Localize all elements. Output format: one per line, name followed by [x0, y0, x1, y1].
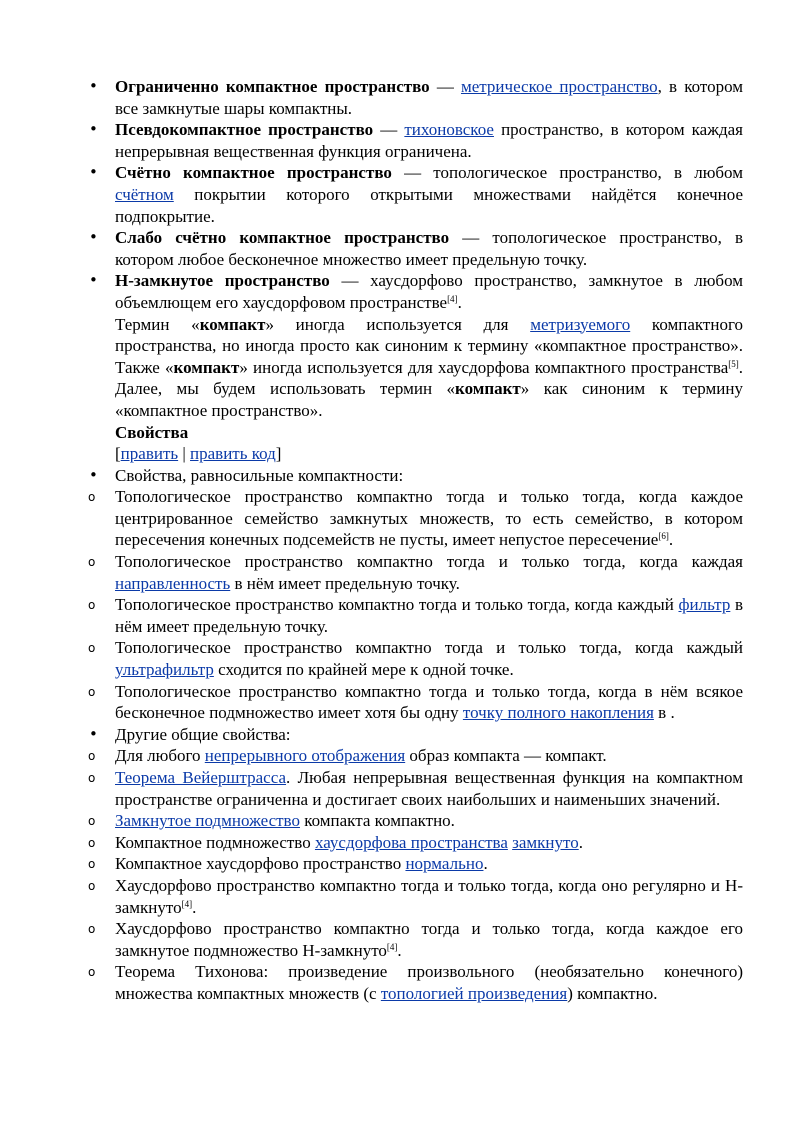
wiki-link[interactable]: нормально — [405, 854, 484, 874]
text-run: сходится по крайней мере к одной точке. — [213, 660, 514, 680]
sub-bullet-item — [115, 637, 743, 680]
sub-bullet-item — [115, 875, 743, 918]
text-run: Компактное хаусдорфово пространство — [115, 854, 406, 874]
sub-bullet-item — [115, 745, 743, 767]
bullet-item — [115, 465, 743, 487]
text-run: Хаусдорфово пространство компактно тогда и только тогда, когда каждое его замкнутое подмножество H-замкнуто — [115, 919, 743, 960]
text-run: — — [373, 120, 405, 140]
section-heading — [115, 422, 743, 444]
text-run: пространство, в котором каждая непрерывная вещественная функция ограничена. — [115, 120, 743, 161]
footnote-ref[interactable]: [4] — [447, 293, 458, 304]
bold-term: компакт — [199, 314, 266, 334]
text-run: Топологическое пространство компактно тогда и только тогда, когда каждое центрированное семейство замкнутых множеств, то есть семейство, в котором пересечения конечных подсемейств не пусты, имеет непустое пересечение — [115, 487, 743, 550]
text-run: в нём имеет предельную точку. — [230, 573, 460, 593]
bold-term: компакт — [455, 379, 521, 399]
text-run: » иногда используется для — [265, 314, 531, 334]
text-run: . — [578, 832, 583, 852]
text-run: — — [429, 77, 461, 96]
text-run: образ компакта — компакт. — [405, 746, 607, 766]
wiki-link[interactable]: Теорема Вейерштрасса — [115, 768, 287, 787]
wiki-link[interactable]: тихоновское — [404, 120, 494, 140]
footnote-ref[interactable]: [4] — [181, 898, 193, 909]
footnote-ref[interactable]: [5] — [728, 358, 739, 369]
text-run: . — [457, 292, 462, 312]
paragraph — [115, 314, 743, 422]
wiki-link[interactable]: править — [120, 444, 179, 464]
text-run: . Далее, мы будем использовать термин « — [115, 357, 743, 399]
bullet-item — [115, 227, 743, 270]
text-run: Для любого — [115, 746, 205, 766]
text-run: Термин « — [115, 314, 200, 334]
text-run: ] — [275, 444, 282, 464]
text-run: | — [178, 444, 191, 464]
text-run: Топологическое пространство компактно тогда и только тогда, когда в нём всякое бесконечное подмножество имеет хотя бы одну — [115, 681, 743, 723]
text-run: в . — [653, 703, 675, 723]
text-run: Свойства, равносильные компактности: — [115, 465, 404, 485]
text-run: покрытии которого открытыми множествами найдётся конечное подпокрытие. — [115, 184, 743, 226]
bullet-item — [115, 119, 743, 162]
wiki-link[interactable]: непрерывного отображения — [204, 746, 406, 766]
sub-bullet-item — [115, 918, 743, 961]
wiki-link[interactable]: направленность — [115, 573, 231, 593]
text-run: Свойства — [115, 422, 189, 442]
bullet-item — [115, 76, 743, 119]
text-run: » иногда используется для хаусдорфова компактного пространства — [239, 357, 729, 377]
wiki-link[interactable]: ультрафильтр — [115, 660, 214, 680]
sub-bullet-item — [115, 681, 743, 724]
text-run: в нём имеет предельную точку. — [115, 595, 743, 636]
sub-bullet-item — [115, 832, 743, 854]
wiki-link[interactable]: точку полного накопления — [462, 703, 654, 723]
text-run: , в котором все замкнутые шары компактны. — [115, 77, 744, 118]
wiki-link[interactable]: счётном — [115, 184, 174, 204]
bullet-item — [115, 724, 743, 746]
wiki-link[interactable]: топологией произведения — [380, 983, 568, 1003]
sub-bullet-item — [115, 853, 743, 875]
bold-term: компакт — [173, 357, 240, 377]
paragraph — [115, 443, 743, 465]
bold-term: Ограниченно компактное пространство — [115, 77, 430, 96]
text-run: Топологическое пространство компактно тогда и только тогда, когда каждая — [115, 552, 743, 572]
text-run: Топологическое пространство компактно тогда и только тогда, когда каждый — [115, 638, 743, 658]
wiki-link[interactable]: править код — [190, 444, 276, 464]
bold-term: Псевдокомпактное пространство — [115, 120, 374, 140]
text-run: . — [668, 530, 674, 550]
text-run: компакта компактно. — [299, 811, 455, 831]
wiki-link[interactable]: метризуемого — [530, 314, 631, 334]
bullet-item — [115, 270, 743, 313]
text-run: Хаусдорфово пространство компактно тогда и только тогда, когда оно регулярно и H-замкнуто — [115, 875, 743, 917]
text-run: Топологическое пространство компактно тогда и только тогда, когда каждый — [115, 595, 679, 615]
bullet-item — [115, 162, 743, 227]
wiki-link[interactable]: Замкнутое подмножество — [115, 811, 300, 831]
text-run: . — [483, 854, 488, 874]
text-run: — топологическое пространство, в котором любое бесконечное множество имеет предельную точку. — [115, 228, 744, 269]
sub-bullet-item — [115, 594, 743, 637]
wiki-link[interactable]: хаусдорфова пространства — [314, 832, 508, 852]
footnote-ref[interactable]: [6] — [658, 531, 669, 542]
text-run: Теорема Тихонова: произведение произвольного (необязательно конечного) множества компактных множеств (с — [115, 962, 743, 1003]
sub-bullet-item — [115, 486, 743, 551]
sub-bullet-item — [115, 961, 743, 1004]
text-run: . — [192, 897, 197, 917]
text-run: компактного пространства, но иногда просто как синоним к термину «компактное пространство». Также « — [115, 314, 744, 377]
text-run: Компактное подмножество — [115, 832, 315, 852]
sub-bullet-item — [115, 767, 743, 810]
wiki-link[interactable]: замкнуто — [512, 832, 579, 852]
text-run: . Любая непрерывная вещественная функция на компактном пространстве ограниченна и достигает своих наибольших и наименьших значений. — [115, 768, 743, 809]
text-run: » как синоним к термину «компактное пространство». — [115, 379, 743, 420]
bold-term: Слабо счётно компактное пространство — [115, 228, 450, 248]
wiki-link[interactable]: метрическое пространство — [460, 77, 658, 96]
text-run: Другие общие свойства: — [115, 724, 291, 744]
bold-term: H-замкнутое пространство — [115, 271, 330, 291]
text-run: [ — [115, 444, 121, 464]
text-run: ) компактно. — [567, 983, 658, 1003]
bold-term: Счётно компактное пространство — [115, 163, 392, 183]
wiki-link[interactable]: фильтр — [678, 595, 731, 615]
text-run: — хаусдорфово пространство, замкнутое в любом объемлющем его хаусдорфовом пространстве — [115, 271, 744, 312]
text-run: — топологическое пространство, в любом — [391, 163, 743, 183]
footnote-ref[interactable]: [4] — [386, 941, 398, 952]
text-run: . — [397, 940, 402, 960]
sub-bullet-item — [115, 810, 743, 832]
sub-bullet-item — [115, 551, 743, 594]
